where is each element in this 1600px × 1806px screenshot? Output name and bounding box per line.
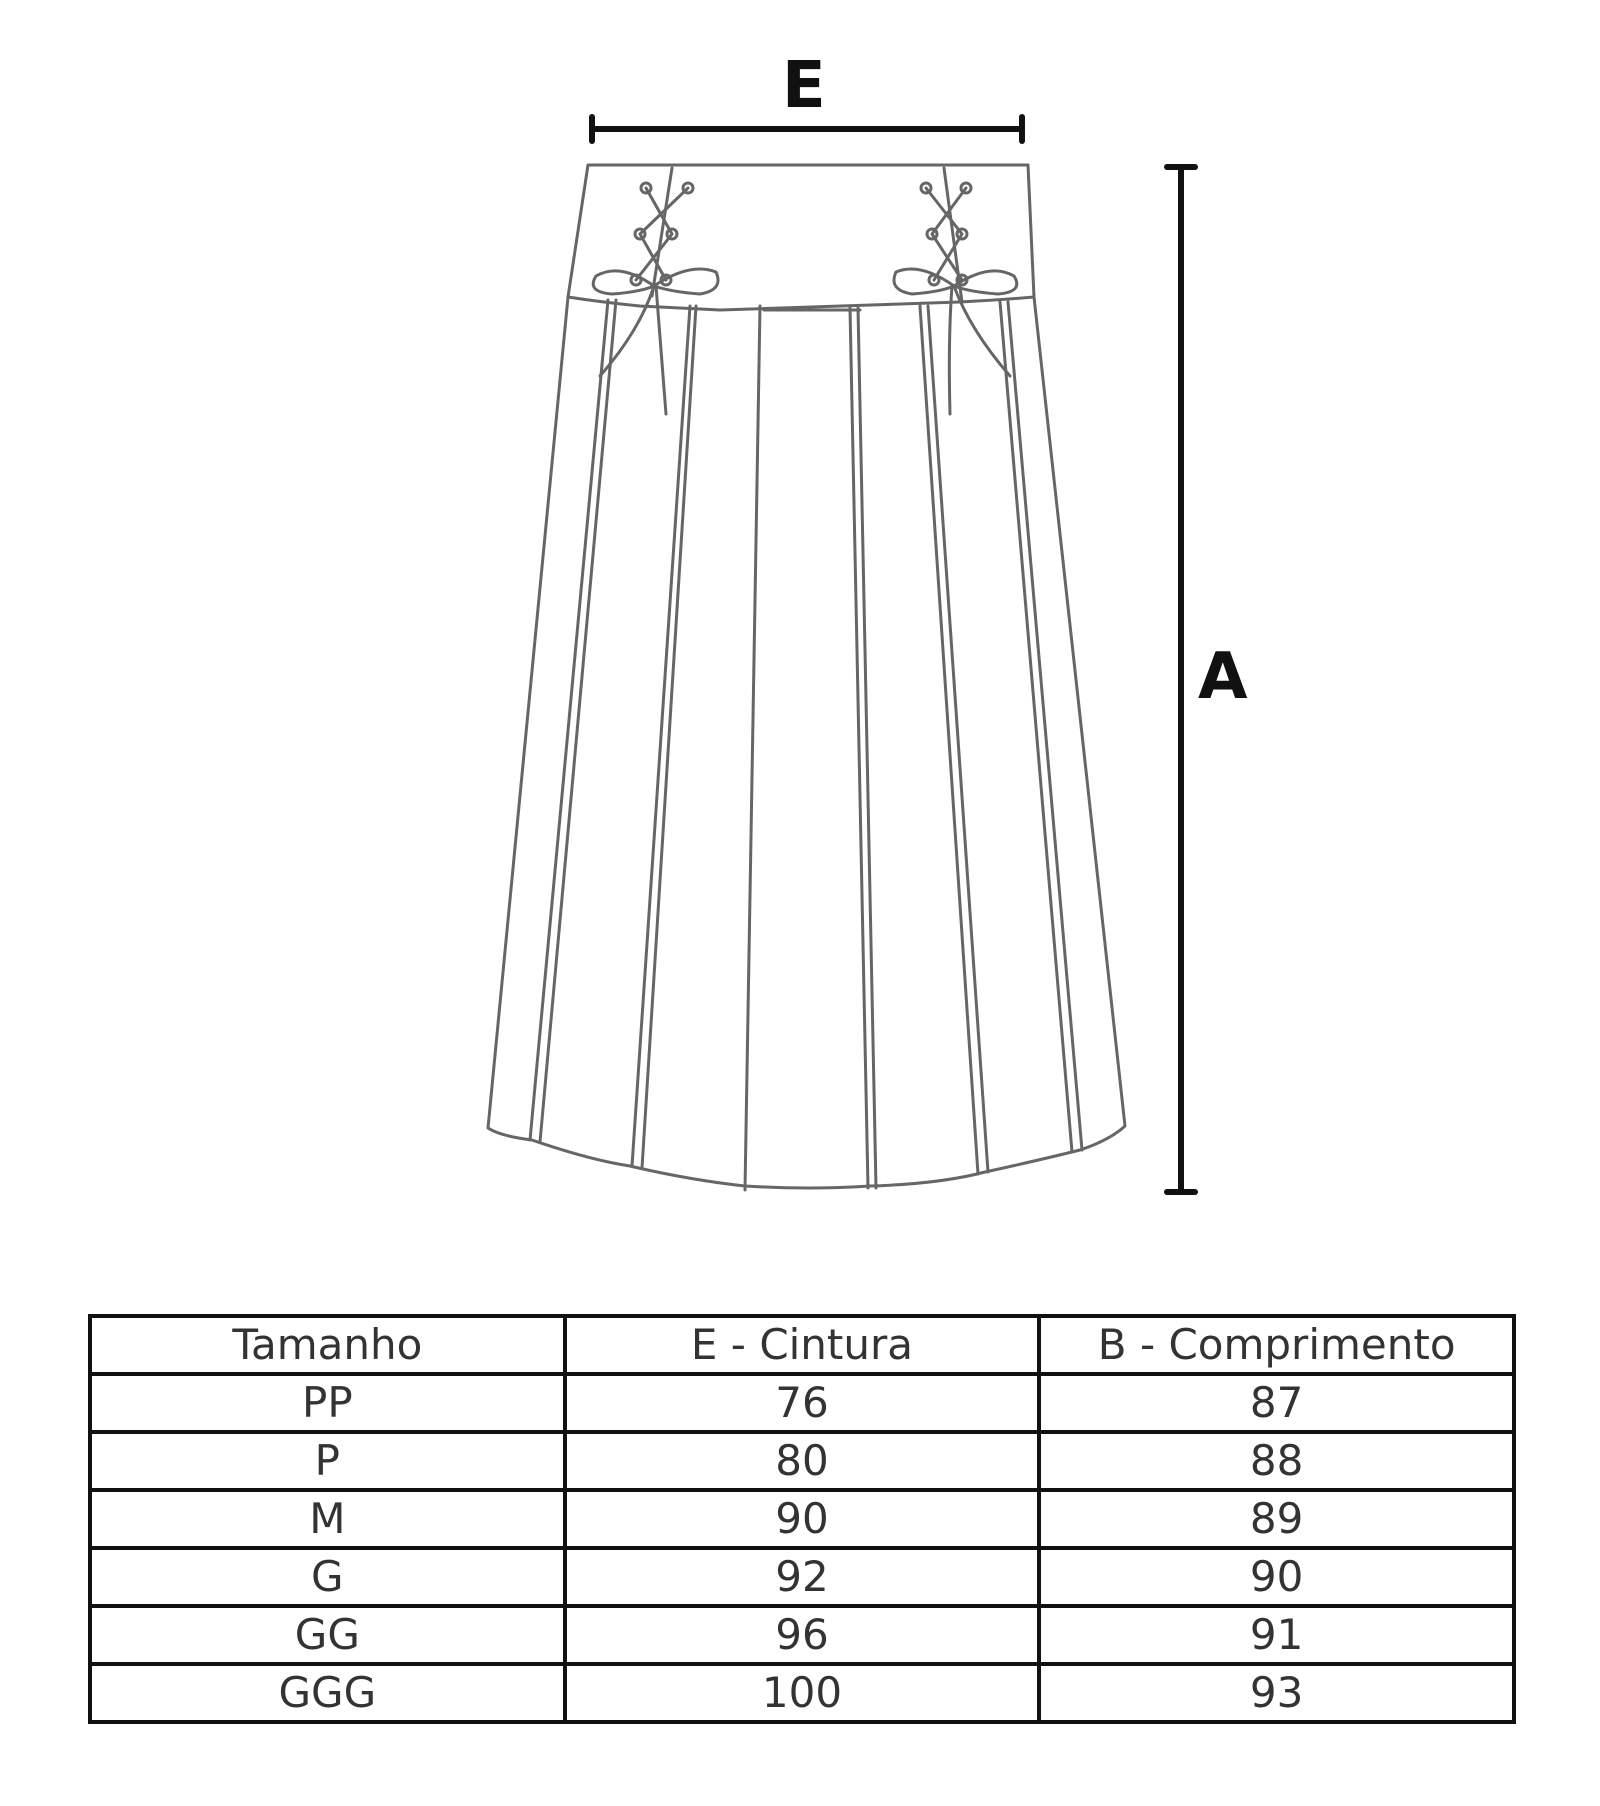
size-table xyxy=(88,1314,1516,1724)
header-length: B - Comprimento xyxy=(1039,1316,1514,1374)
waist-cell: 96 xyxy=(565,1606,1040,1664)
skirt-outline xyxy=(488,297,1125,1188)
length-cell: 88 xyxy=(1039,1432,1514,1490)
waist-cell: 76 xyxy=(565,1374,1040,1432)
table-row xyxy=(90,1664,1514,1722)
waist-dimension-label: E xyxy=(782,49,826,123)
size-cell: G xyxy=(90,1548,565,1606)
table-row xyxy=(90,1432,1514,1490)
waist-cell: 92 xyxy=(565,1548,1040,1606)
length-cell: 90 xyxy=(1039,1548,1514,1606)
length-cell: 91 xyxy=(1039,1606,1514,1664)
length-cell: 87 xyxy=(1039,1374,1514,1432)
table-row xyxy=(90,1606,1514,1664)
size-cell: M xyxy=(90,1490,565,1548)
size-cell: GGG xyxy=(90,1664,565,1722)
length-dimension-label: A xyxy=(1198,640,1248,714)
skirt-sketch xyxy=(488,165,1125,1190)
length-cell: 89 xyxy=(1039,1490,1514,1548)
size-cell: PP xyxy=(90,1374,565,1432)
size-cell: P xyxy=(90,1432,565,1490)
table-row xyxy=(90,1374,1514,1432)
waist-cell: 100 xyxy=(565,1664,1040,1722)
waist-cell: 80 xyxy=(565,1432,1040,1490)
header-size: Tamanho xyxy=(90,1316,565,1374)
table-header-row xyxy=(90,1316,1514,1374)
table-row xyxy=(90,1490,1514,1548)
length-dimension-line xyxy=(1167,167,1195,1192)
left-lacing xyxy=(593,183,718,414)
waist-cell: 90 xyxy=(565,1490,1040,1548)
size-cell: GG xyxy=(90,1606,565,1664)
table-row xyxy=(90,1548,1514,1606)
length-cell: 93 xyxy=(1039,1664,1514,1722)
header-waist: E - Cintura xyxy=(565,1316,1040,1374)
